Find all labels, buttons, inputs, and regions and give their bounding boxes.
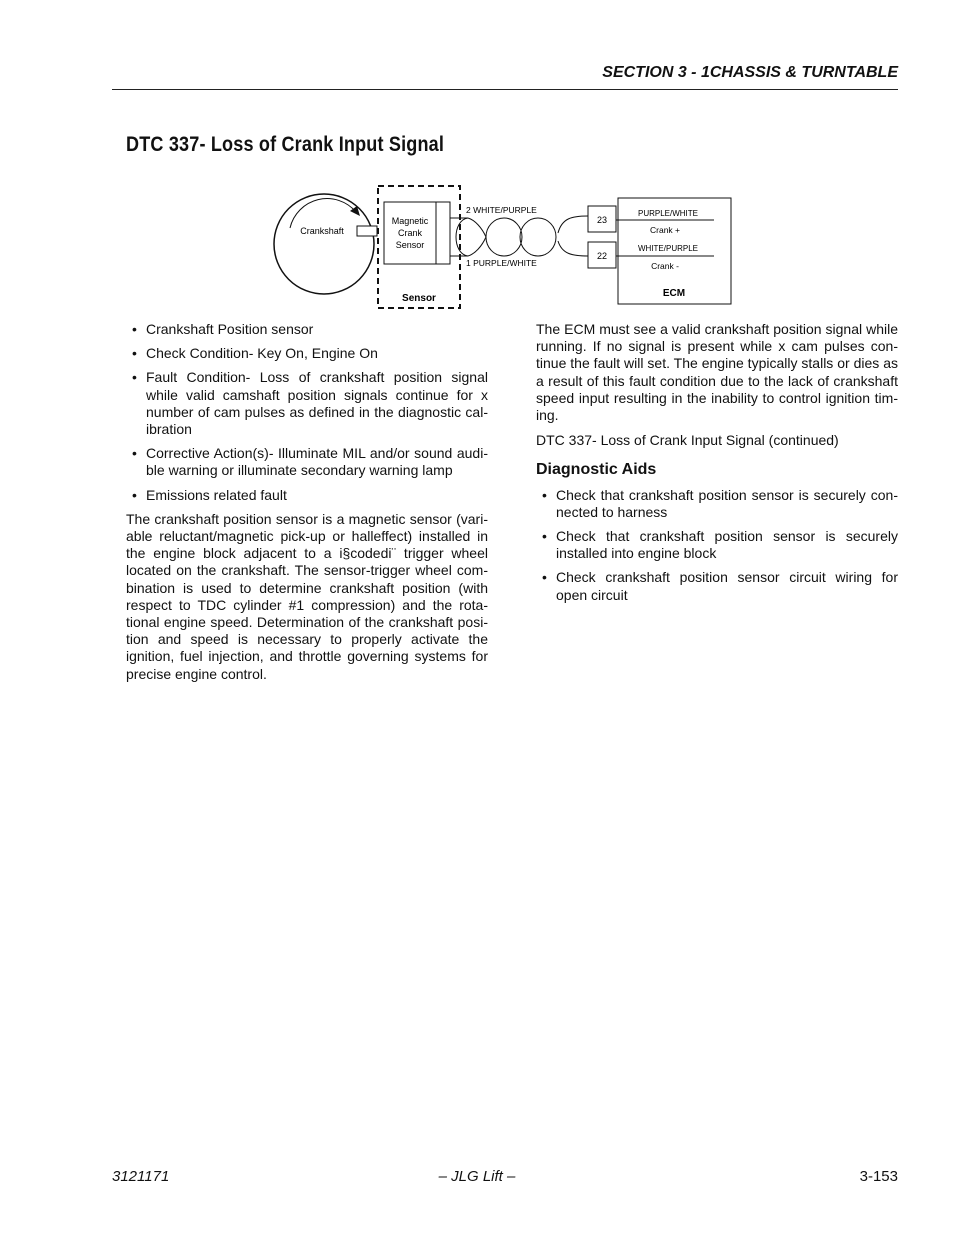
- list-item: • Emissions related fault: [126, 487, 488, 504]
- wire-mid-curve: [468, 218, 486, 256]
- ecm-wire-top: PURPLE/WHITE: [637, 209, 699, 218]
- sensor-label-line-1: Magnetic: [391, 216, 429, 226]
- header-rule: [112, 89, 898, 90]
- diagnostic-aids-heading: Diagnostic Aids: [536, 461, 657, 479]
- list-item: • Crankshaft Position sensor: [126, 321, 488, 338]
- trigger-tab: [357, 226, 377, 236]
- sensor-description-paragraph: The crankshaft position sensor is a magnetic sensor (vari-able reluctant/magnetic pick-up or halleffect) installed in the engine block adjacent to a i§codedi¨ trigger wheel located on the crankshaft. The sensor-trigger wheel com-bination is used to determine crankshaft position (with respect to TDC cylinder #1 compression) and the rota-tional engine speed. Determination of the crankshaft posi-tion and speed is necessary to properly activate the ignition, fuel injection, and throttle governing systems for precise engine control.: [126, 510, 488, 682]
- rotation-arrow-icon: [290, 199, 356, 228]
- wire-twist-1: [486, 218, 522, 256]
- ecm-label: ECM: [662, 288, 686, 299]
- list-item: • Check Condition- Key On, Engine On: [126, 345, 488, 362]
- wire-label-top: 2 WHITE/PURPLE: [466, 205, 537, 215]
- list-item: • Check that crankshaft position sensor is securely con-nected to harness: [536, 487, 898, 521]
- crankshaft-wheel: [274, 194, 374, 294]
- pin-label-23: 23: [596, 215, 608, 225]
- sensor-label-line-2: Crank: [397, 228, 423, 238]
- pin-label-22: 22: [596, 251, 608, 261]
- section-header: SECTION 3 - 1CHASSIS & TURNTABLE: [602, 64, 898, 81]
- right-column: [536, 321, 898, 611]
- list-item: • Check that crankshaft position sensor is securely installed into engine block: [536, 528, 898, 562]
- wire-entry-curve: [456, 218, 468, 256]
- left-column: [126, 321, 488, 691]
- list-item: • Corrective Action(s)- Illuminate MIL and/or sound audi-ble warning or illuminate secondary warning lamp: [126, 445, 488, 479]
- ecm-signal-top: Crank +: [650, 225, 680, 235]
- ecm-wire-bottom: WHITE/PURPLE: [637, 244, 699, 253]
- condition-list: [126, 321, 488, 504]
- ecm-signal-bottom: Crank -: [651, 261, 679, 271]
- sensor-box-label: Sensor: [402, 293, 436, 304]
- diagnostic-aids-list: [536, 487, 898, 604]
- sensor-connector: [436, 202, 450, 264]
- footer-page-number: 3-153: [859, 1168, 898, 1185]
- page-title: DTC 337- Loss of Crank Input Signal: [126, 133, 445, 156]
- wire-twist-2: [520, 218, 556, 256]
- list-item: • Fault Condition- Loss of crankshaft position signal while valid camshaft position signals continue for x number of cam pulses as defined in the diagnostic cal-ibration: [126, 369, 488, 438]
- footer-brand: – JLG Lift –: [438, 1168, 516, 1185]
- crank-sensor-wiring-diagram: [270, 178, 740, 313]
- wire-label-bottom: 1 PURPLE/WHITE: [466, 258, 537, 268]
- list-item: • Check crankshaft position sensor circuit wiring for open circuit: [536, 569, 898, 603]
- crankshaft-label: Crankshaft: [300, 226, 344, 236]
- continued-note: DTC 337- Loss of Crank Input Signal (continued): [536, 432, 839, 449]
- wire-exit-curve: [558, 216, 588, 256]
- ecm-description-paragraph: The ECM must see a valid crankshaft position signal while running. If no signal is present while x cam pulses con-tinue the fault will set. The engine typically stalls or dies as a result of this fault condition due to the lack of crankshaft speed input resulting in the inability to control ignition tim-ing.: [536, 321, 898, 424]
- footer-doc-number: 3121171: [112, 1168, 170, 1185]
- sensor-label-line-3: Sensor: [395, 240, 425, 250]
